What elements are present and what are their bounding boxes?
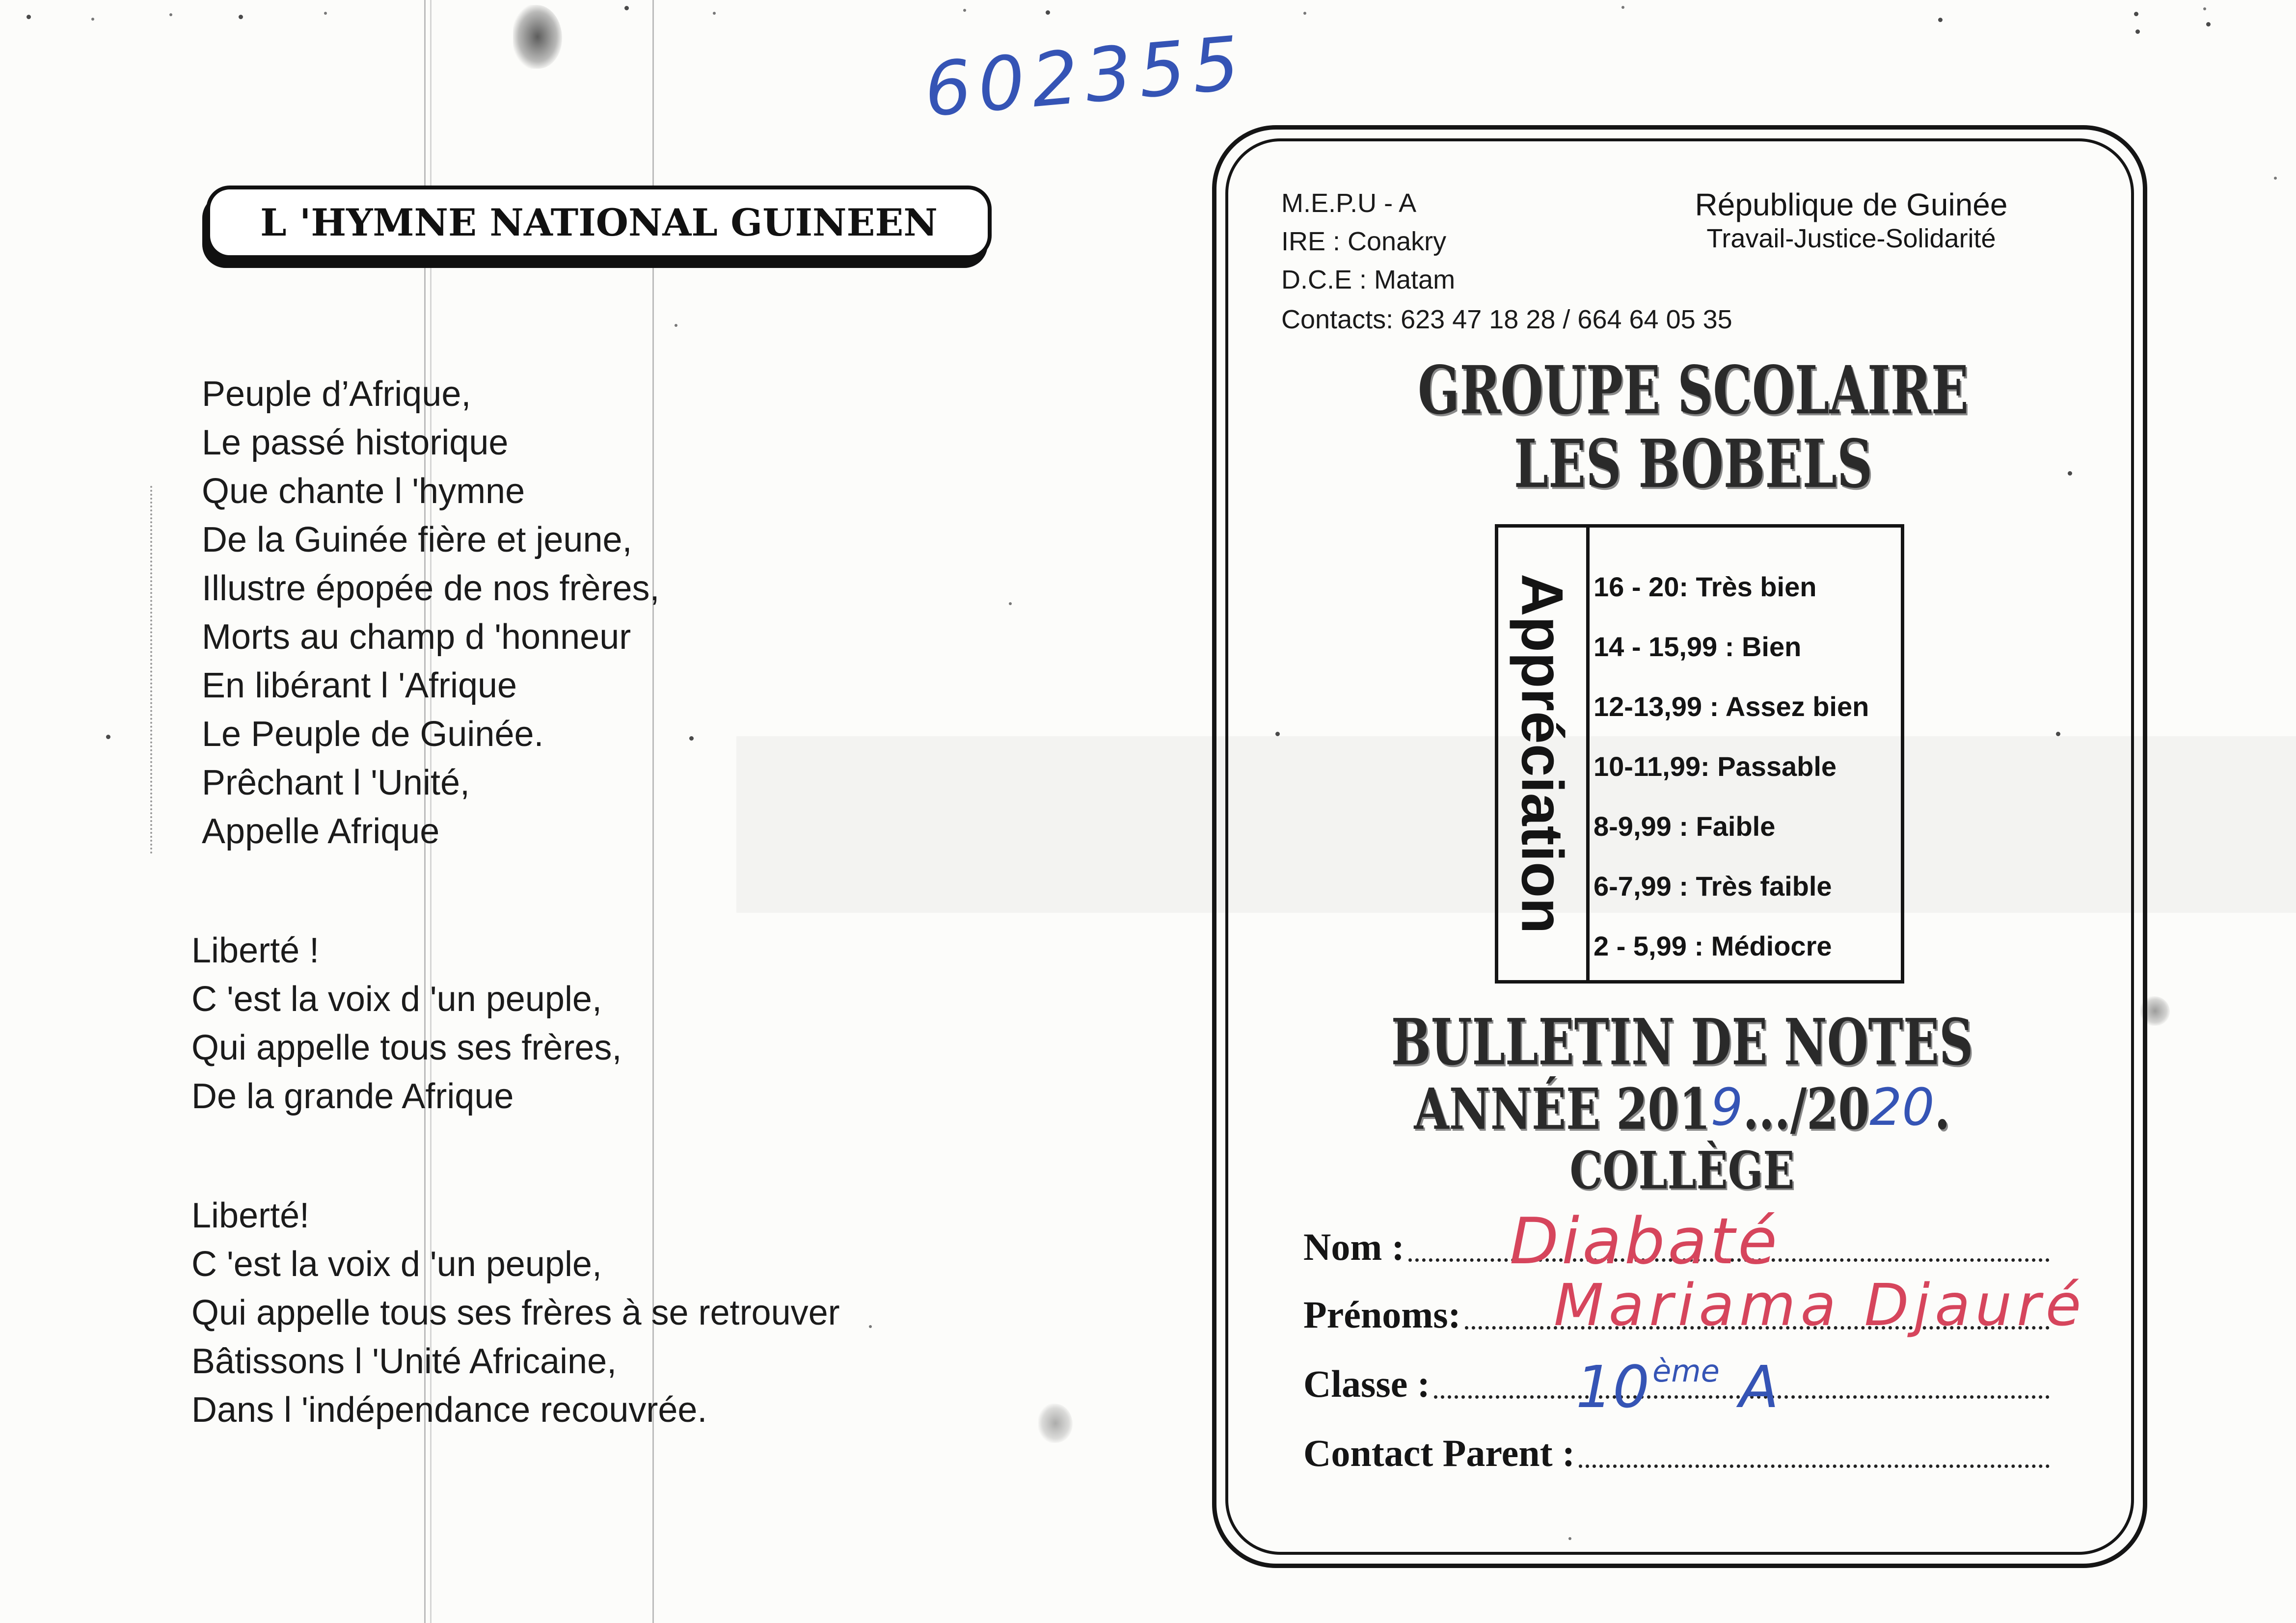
anthem-line: En libérant l 'Afrique: [202, 666, 517, 705]
scan-speck: [1009, 602, 1012, 605]
parent-contact-field: [1303, 1431, 2050, 1475]
scan-smudge: [513, 5, 562, 69]
anthem-line: Morts au champ d 'honneur: [202, 617, 631, 657]
scan-speck: [1938, 18, 1943, 22]
authority-line: IRE : Conakry: [1281, 227, 1447, 256]
scan-speck: [2274, 177, 2277, 180]
scan-speck: [675, 324, 677, 327]
scan-speck: [2203, 7, 2206, 10]
class-field-label: Classe :: [1303, 1362, 1430, 1405]
school-year-handwritten-digit: 9: [1710, 1077, 1743, 1137]
anthem-line: Qui appelle tous ses frères à se retrouver: [191, 1293, 840, 1332]
handwritten-number: 602355: [920, 20, 1250, 133]
anthem-line: C 'est la voix d 'un peuple,: [191, 1245, 602, 1284]
scan-speck: [27, 15, 31, 19]
appreciation-scale-item: 2 - 5,99 : Médiocre: [1594, 931, 1832, 961]
school-level: [1261, 1140, 2103, 1201]
school-year-handwritten-end: 20: [1869, 1077, 1935, 1137]
anthem-line: Prêchant l 'Unité,: [202, 763, 470, 802]
scan-speck: [713, 12, 716, 15]
anthem-line: Peuple d’Afrique,: [202, 374, 471, 414]
school-year: [1261, 1076, 2103, 1143]
handwritten-class-number: 10: [1576, 1353, 1650, 1421]
anthem-stanza-1: [202, 370, 660, 856]
anthem-line: Le passé historique: [202, 423, 509, 462]
school-year-suffix: .: [1934, 1076, 1950, 1143]
handwritten-class: [1576, 1342, 1779, 1421]
anthem-title-box: [206, 186, 992, 259]
handwritten-name: Diabaté: [1510, 1204, 1781, 1278]
scan-speck: [624, 6, 629, 10]
scan-speck: [324, 12, 327, 15]
scan-speck: [2206, 22, 2211, 27]
school-name-line1-text: GROUPE SCOLAIRE: [1418, 351, 1969, 429]
parent-contact-field-label: Contact Parent :: [1303, 1432, 1575, 1474]
anthem-line: Liberté !: [191, 931, 320, 970]
handwritten-first-names: Mariama Djauré: [1554, 1271, 2086, 1339]
dotted-line: [1579, 1464, 2050, 1468]
scan-smudge: [1038, 1404, 1073, 1443]
scan-speck: [869, 1325, 872, 1328]
anthem-line: Que chante l 'hymne: [202, 472, 525, 511]
first-names-field-label: Prénoms:: [1303, 1293, 1461, 1336]
anthem-line: Le Peuple de Guinée.: [202, 715, 544, 754]
appreciation-scale-item: 10-11,99: Passable: [1594, 751, 1837, 782]
scan-speck: [1621, 6, 1624, 9]
scan-speck: [1046, 10, 1050, 15]
country-name: République de Guinée: [1695, 187, 2008, 222]
scan-speck: [2134, 12, 2138, 16]
anthem-line: Dans l 'indépendance recouvrée.: [191, 1390, 707, 1430]
scan-dotted-mark: [150, 486, 152, 854]
school-year-middle: .../20: [1743, 1076, 1870, 1143]
anthem-line: De la Guinée fière et jeune,: [202, 520, 632, 559]
anthem-line: C 'est la voix d 'un peuple,: [191, 980, 602, 1019]
national-motto: Travail-Justice-Solidarité: [1706, 224, 1996, 253]
anthem-stanza-3: [191, 1192, 840, 1435]
scan-speck: [963, 9, 966, 12]
appreciation-label-column: [1498, 528, 1590, 980]
appreciation-scale-item: 16 - 20: Très bien: [1594, 571, 1817, 602]
anthem-title: L 'HYMNE NATIONAL GUINEEN: [260, 200, 938, 244]
school-name-line2-text: LES BOBELS: [1513, 425, 1873, 503]
authority-line: D.C.E : Matam: [1281, 265, 1456, 294]
school-name-line1: [1261, 351, 2125, 429]
scan-speck: [106, 735, 110, 739]
anthem-stanza-2: [191, 927, 621, 1121]
appreciation-table: [1495, 524, 1904, 984]
school-year-prefix: ANNÉE 201: [1414, 1076, 1711, 1143]
anthem-line: De la grande Afrique: [191, 1077, 514, 1116]
school-name-line2: [1261, 425, 2125, 503]
anthem-line: Illustre épopée de nos frères,: [202, 569, 660, 608]
scan-speck: [689, 736, 694, 741]
appreciation-label: Appréciation: [1509, 574, 1575, 934]
anthem-line: Liberté!: [191, 1196, 310, 1235]
report-title-text: BULLETIN DE NOTES: [1391, 1005, 1973, 1080]
scan-speck: [2135, 29, 2140, 34]
scan-speck: [91, 18, 94, 21]
contacts-line: Contacts: 623 47 18 28 / 664 64 05 35: [1281, 305, 1732, 334]
handwritten-class-section: A: [1739, 1353, 1779, 1421]
school-level-text: COLLÈGE: [1569, 1140, 1795, 1201]
appreciation-scale-item: 6-7,99 : Très faible: [1594, 871, 1832, 902]
anthem-line: Appelle Afrique: [202, 812, 440, 851]
name-field-label: Nom :: [1303, 1225, 1405, 1268]
appreciation-scale: [1590, 528, 1901, 980]
appreciation-scale-item: 12-13,99 : Assez bien: [1594, 691, 1869, 722]
report-card-cover: [1212, 125, 2147, 1568]
handwritten-class-superscript: ème: [1652, 1353, 1720, 1389]
scan-speck: [169, 13, 172, 16]
anthem-line: Qui appelle tous ses frères,: [191, 1028, 622, 1067]
scan-speck: [1303, 12, 1306, 15]
report-title: [1261, 1005, 2103, 1080]
appreciation-scale-item: 8-9,99 : Faible: [1594, 811, 1776, 842]
authority-line: M.E.P.U - A: [1281, 188, 1417, 218]
scan-speck: [239, 15, 243, 19]
anthem-line: Bâtissons l 'Unité Africaine,: [191, 1342, 617, 1381]
appreciation-scale-item: 14 - 15,99 : Bien: [1594, 631, 1802, 662]
